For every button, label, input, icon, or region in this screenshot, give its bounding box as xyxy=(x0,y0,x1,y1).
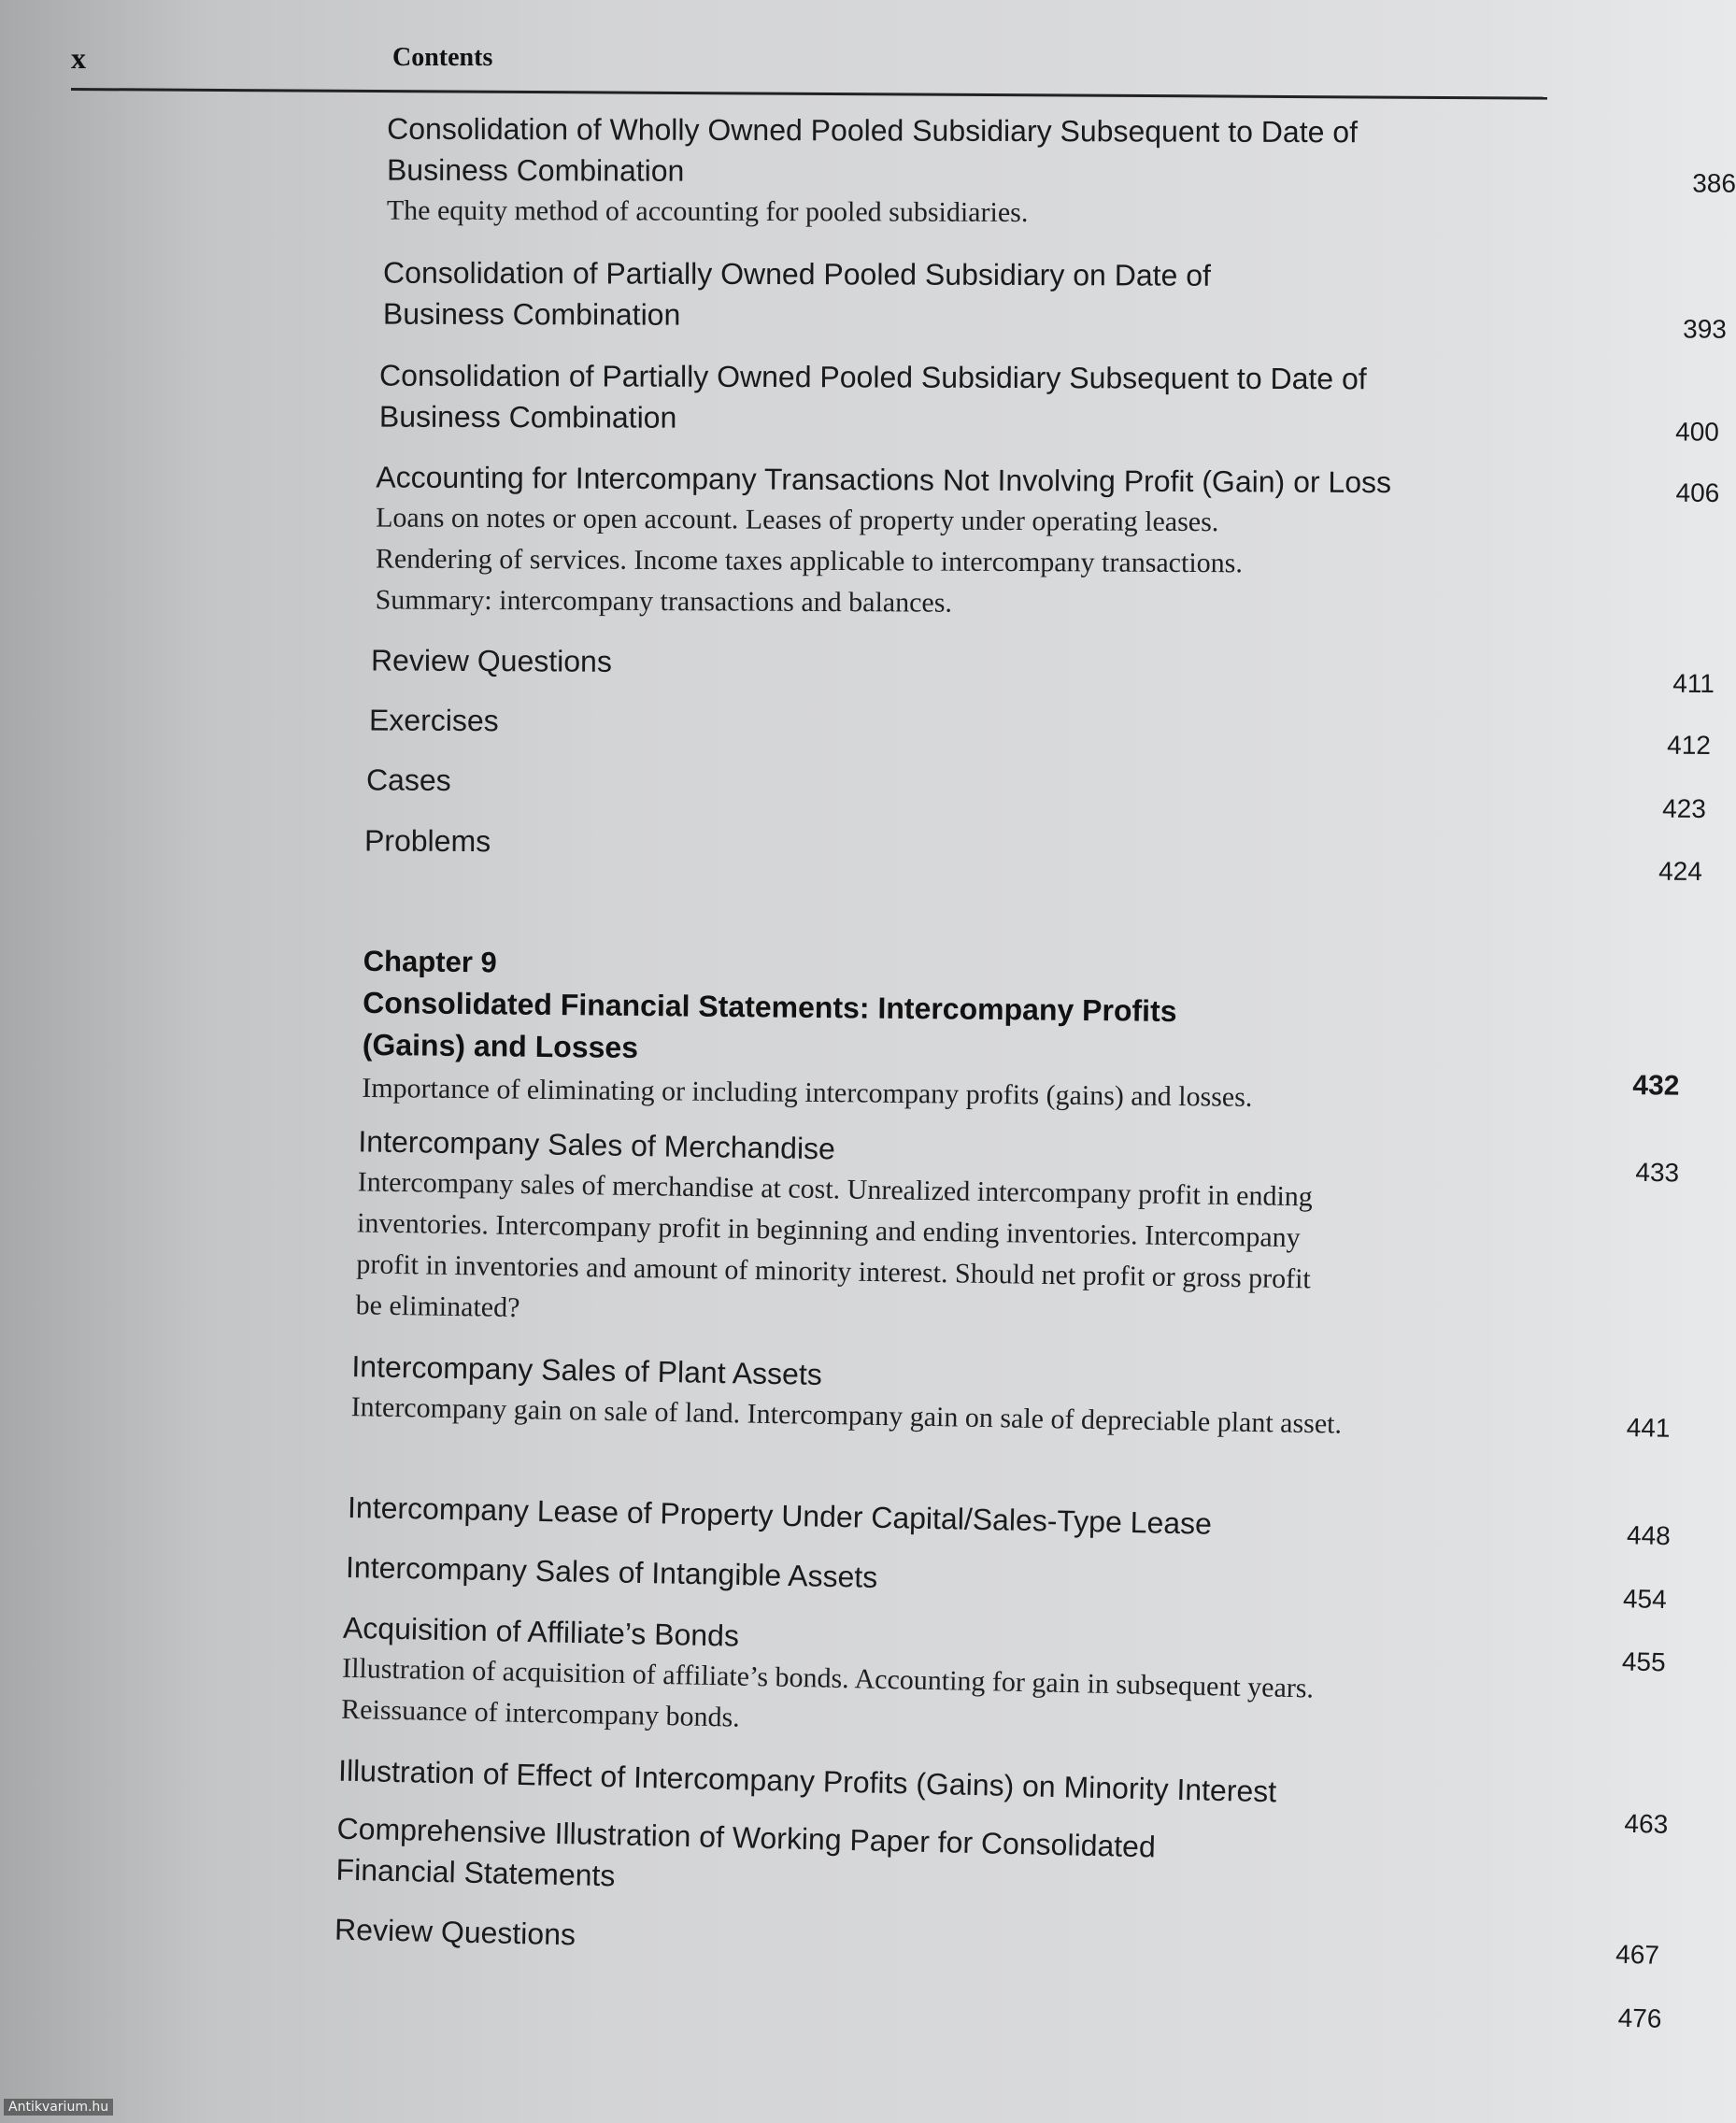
chapter-label: Chapter 9 xyxy=(363,944,497,979)
toc-entry-page: 454 xyxy=(1622,1584,1668,1615)
toc-entry-title: Illustration of Effect of Intercompany Profits (Gains) on Minority Interest xyxy=(337,1753,1277,1809)
toc-entry xyxy=(347,1487,1672,1552)
toc-entry-title: Intercompany Sales of Merchandise xyxy=(358,1124,836,1166)
chapter-description: Importance of eliminating or including intercompany profits (gains) and losses. xyxy=(362,1072,1253,1113)
watermark: Antikvarium.hu xyxy=(4,2099,113,2116)
chapter-title: Consolidated Financial Statements: Intercompany Profits (Gains) and Losses xyxy=(362,985,1177,1064)
toc-entry-title: Intercompany Sales of Intangible Assets xyxy=(345,1549,878,1594)
toc-entry-title: Consolidation of Wholly Owned Pooled Subsidiary Subsequent to Date of Business Combination xyxy=(386,111,1359,188)
toc-entry-title: Review Questions xyxy=(370,643,612,678)
toc-entry-page: 463 xyxy=(1624,1808,1669,1839)
toc-entry-title: Exercises xyxy=(368,703,499,738)
toc-entry-page: 423 xyxy=(1662,793,1706,823)
toc-entry xyxy=(382,252,1727,344)
toc-entry xyxy=(368,699,1711,760)
toc-entry-page: 393 xyxy=(1683,314,1727,344)
toc-entry xyxy=(378,355,1719,447)
toc-entry-title: Cases xyxy=(365,762,451,797)
toc-entry-page: 455 xyxy=(1621,1646,1666,1677)
toc-entry-page: 412 xyxy=(1667,730,1711,760)
toc-entry xyxy=(340,1607,1666,1757)
toc-entry-title: Intercompany Sales of Plant Assets xyxy=(351,1349,823,1391)
toc-entry-page: 467 xyxy=(1615,1939,1660,1970)
toc-entry-description: Intercompany sales of merchandise at cost. Unrealized intercompany profit in ending inventories. Intercompany profit in beginning and ending inventories. Intercompany profit in inventories and amount of minority interest. Should net profit or gross profit be eliminated? xyxy=(355,1166,1314,1324)
toc-entry xyxy=(370,639,1715,698)
toc-entry-title: Problems xyxy=(363,823,491,859)
page-number: x xyxy=(71,41,86,75)
running-header-title: Contents xyxy=(392,43,493,72)
toc-entry-title: Intercompany Lease of Property Under Capital/Sales-Type Lease xyxy=(347,1489,1213,1541)
toc-entry-description: Loans on notes or open account. Leases of property under operating leases. Rendering of services. Income taxes applicable to intercompany transactions. Summary: intercompany transactions and balances. xyxy=(375,502,1243,619)
toc-entry-description: Intercompany gain on sale of land. Intercompany gain on sale of depreciable plant asset. xyxy=(350,1391,1343,1440)
toc-entry-title: Acquisition of Affiliate’s Bonds xyxy=(342,1610,740,1653)
toc-entry-title: Consolidation of Partially Owned Pooled Subsidiary on Date of Business Combination xyxy=(382,255,1211,332)
toc-entry-page: 448 xyxy=(1626,1520,1672,1551)
toc-entry xyxy=(365,759,1706,823)
toc-entry xyxy=(375,456,1720,627)
chapter-page: 432 xyxy=(1632,1070,1680,1102)
toc-entry-title: Accounting for Intercompany Transactions Not Involving Profit (Gain) or Loss xyxy=(376,460,1392,500)
toc-entry-description: The equity method of accounting for pooled subsidiaries. xyxy=(386,194,1029,229)
chapter-heading xyxy=(362,941,1680,1122)
toc-entry-title: Comprehensive Illustration of Working Paper for Consolidated Financial Statements xyxy=(335,1811,1157,1893)
toc-entry-title: Review Questions xyxy=(334,1912,576,1952)
toc-entry-page: 441 xyxy=(1626,1412,1671,1443)
toc-entry xyxy=(350,1346,1671,1450)
toc-entry-page: 406 xyxy=(1675,477,1720,507)
toc-entry-page: 400 xyxy=(1675,417,1719,447)
toc-entry xyxy=(345,1546,1668,1615)
toc-entry xyxy=(337,1750,1669,1839)
toc-entry xyxy=(363,819,1702,886)
toc-entry-title: Consolidation of Partially Owned Pooled Subsidiary Subsequent to Date of Business Combination xyxy=(378,358,1367,435)
toc-entry xyxy=(386,108,1736,236)
toc-entry-page: 411 xyxy=(1672,668,1715,698)
toc-entry xyxy=(355,1120,1680,1346)
toc-entry-description: Illustration of acquisition of affiliate’s bonds. Accounting for gain in subsequent years. Reissuance of intercompany bonds. xyxy=(340,1652,1315,1733)
toc-entry-page: 476 xyxy=(1617,2002,1662,2033)
toc-entry-page: 433 xyxy=(1635,1157,1680,1188)
toc-entry-page: 386 xyxy=(1692,168,1736,198)
toc-entry-page: 424 xyxy=(1658,856,1702,886)
